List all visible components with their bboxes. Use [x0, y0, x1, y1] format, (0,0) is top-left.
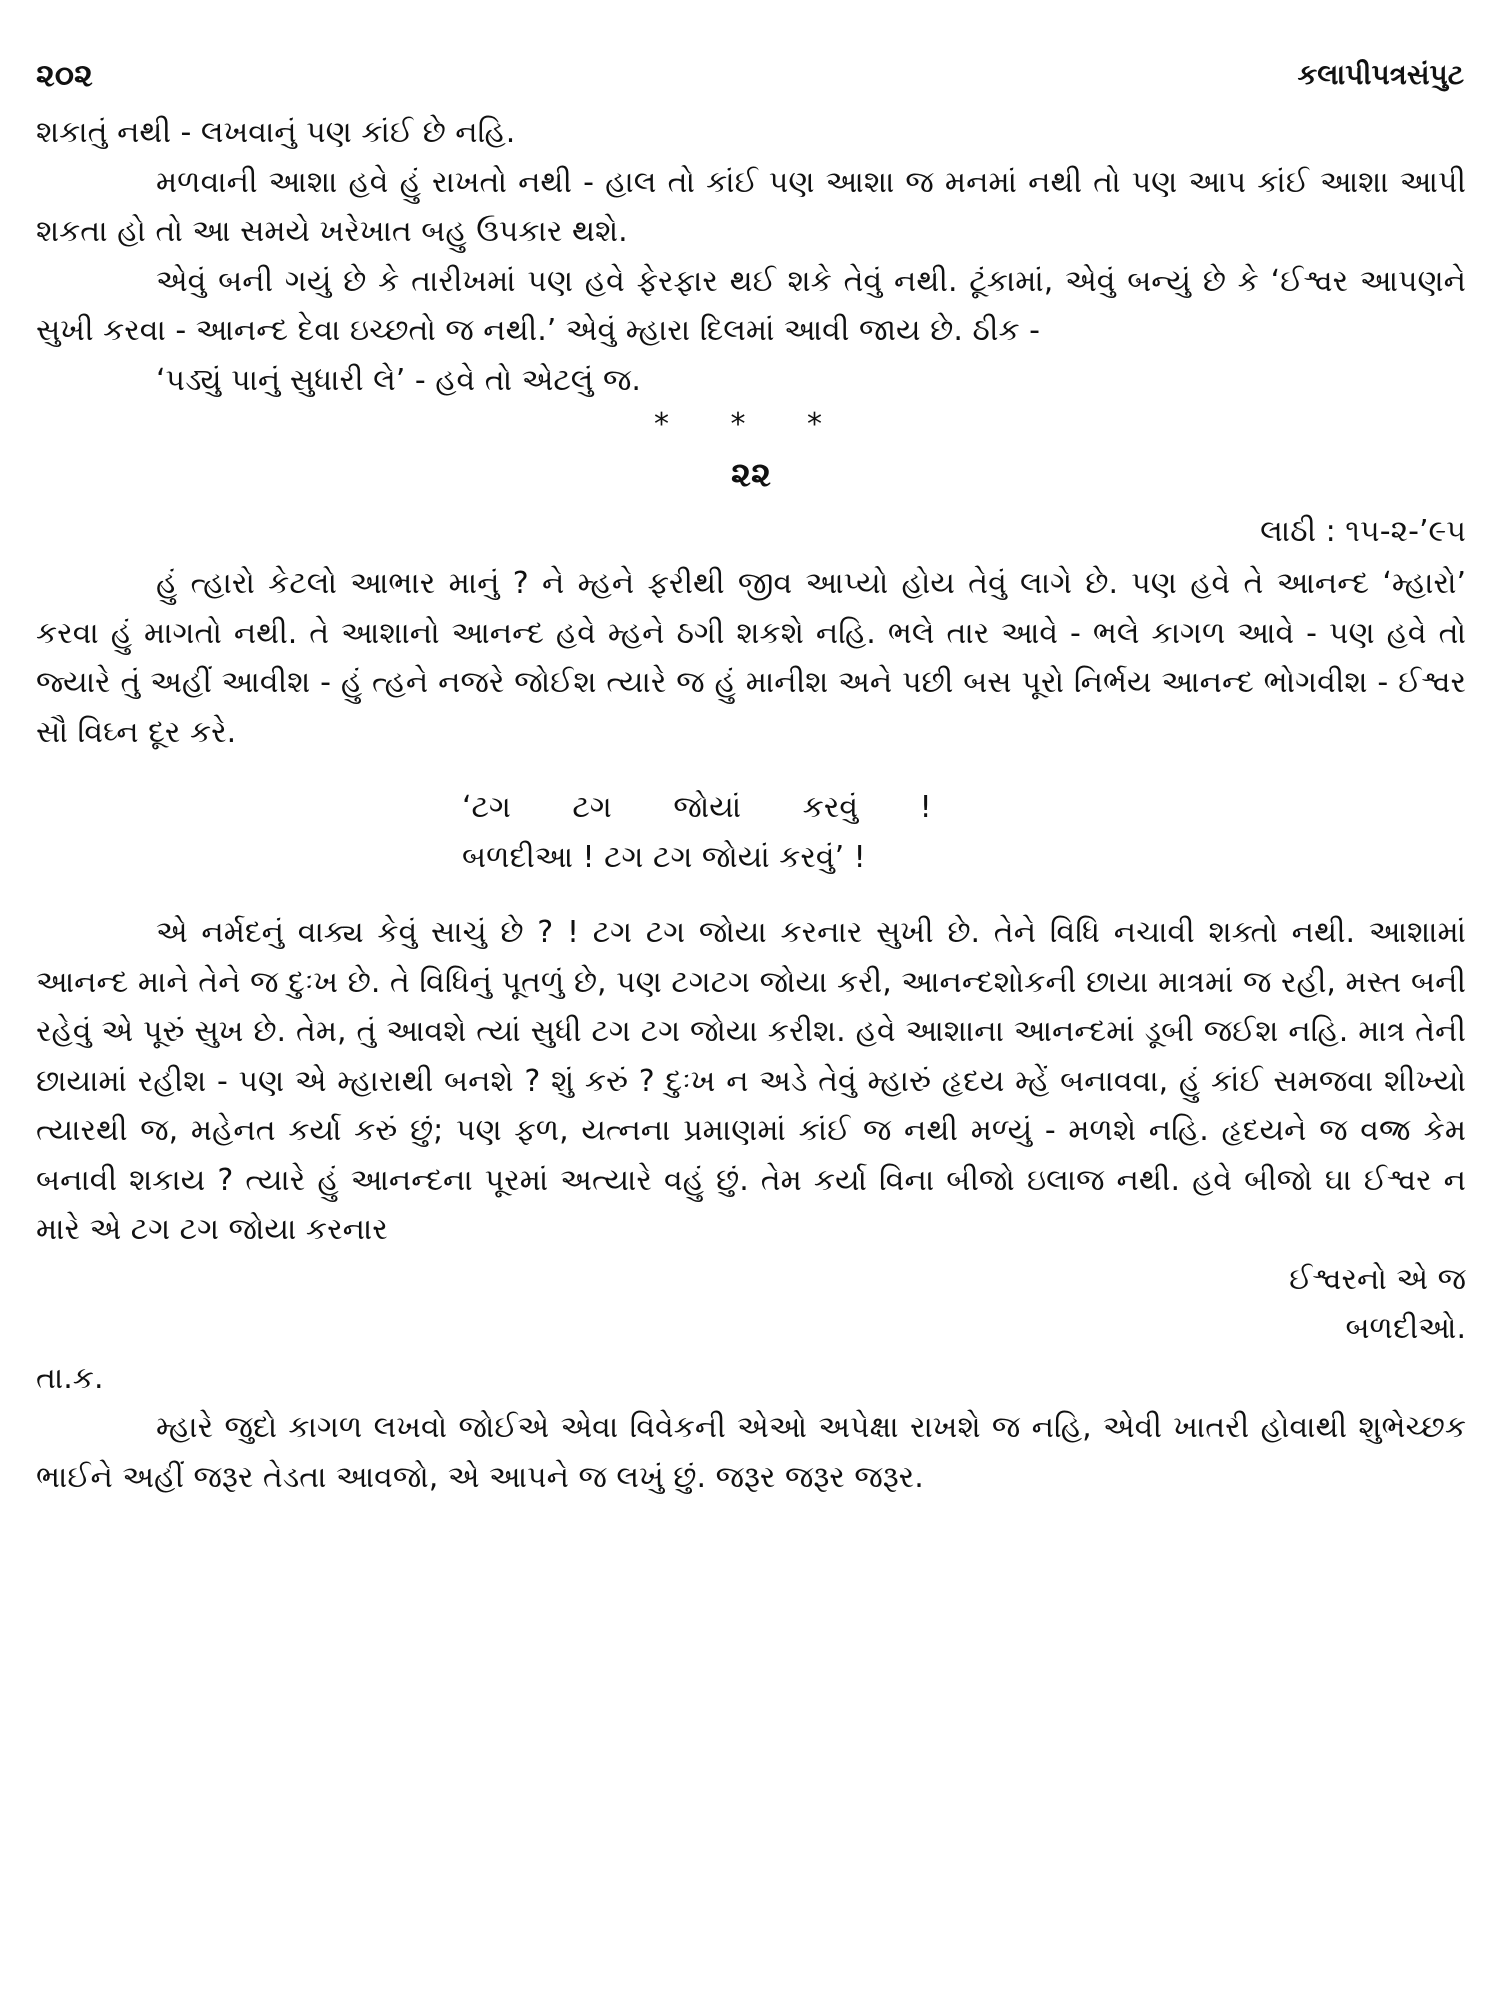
postscript-text: મ્હારે જુદો કાગળ લખવો જોઈએ એવા વિવેકની એઓ અપેક્ષા રાખશે જ નહિ, એવી ખાતરી હોવાથી શુભેચ્છક ભાઈને અહીં જરૂર તેડતા આવજો, એ આપને જ લખું છું. જરૂર જરૂર જરૂર. [36, 1410, 1466, 1495]
page-number: ૨૦૨ [36, 55, 93, 94]
closing-line-1: ઈશ્વરનો એ જ [1289, 1261, 1466, 1297]
previous-letter-paragraph-4: ‘પડ્યું પાનું સુધારી લે’ - હવે તો એટલું જ. [156, 362, 641, 398]
previous-letter-paragraph-3: એવું બની ગયું છે કે તારીખમાં પણ હવે ફેરફાર થઈ શકે તેવું નથી. ટૂંકામાં, એવું બન્યું છે કે ‘ઈશ્વર આપણને સુખી કરવા - આનન્દ દેવા ઇચ્છતો જ નથી.’ એવું મ્હારા દિલમાં આવી જાય છે. ઠીક - [36, 263, 1466, 348]
quoted-verse [462, 783, 1466, 882]
previous-letter-paragraph-1: શકાતું નથી - લખવાનું પણ કાંઈ છે નહિ. [36, 115, 516, 150]
letter-paragraph-1: હું ત્હારો કેટલો આભાર માનું ? ને મ્હને ફરીથી જીવ આપ્યો હોય તેવું લાગે છે. પણ હવે તે આનન્દ ‘મ્હારો’ કરવા હું માગતો નથી. તે આશાનો આનન્દ હવે મ્હને ઠગી શકશે નહિ. ભલે તાર આવે - ભલે કાગળ આવે - પણ હવે તો જ્યારે તું અહીં આવીશ - હું ત્હને નજરે જોઈશ ત્યારે જ હું માનીશ અને પછી બસ પૂરો નિર્ભય આનન્દ ભોગવીશ - ઈશ્વર સૌ વિઘ્ન દૂર કરે. [36, 566, 1466, 750]
letter-number: ૨૨ [731, 455, 771, 495]
previous-letter-paragraph-2: મળવાની આશા હવે હું રાખતો નથી - હાલ તો કાંઈ પણ આશા જ મનમાં નથી તો પણ આપ કાંઈ આશા આપી શકતા હો તો આ સમયે ખરેખાત બહુ ઉપકાર થશે. [36, 164, 1466, 249]
closing-signature: બળદીઓ. [1345, 1311, 1466, 1346]
letter-paragraph-2: એ નર્મદનું વાક્ય કેવું સાચું છે ? ! ટગ ટગ જોયા કરનાર સુખી છે. તેને વિધિ નચાવી શક્તો નથી. આશામાં આનન્દ માને તેને જ દુઃખ છે. તે વિધિનું પૂતળું છે, પણ ટગટગ જોયા કરી, આનન્દશોકની છાયા માત્રમાં જ રહી, મસ્ત બની રહેવું એ પૂરું સુખ છે. તેમ, તું આવશે ત્યાં સુધી ટગ ટગ જોયા કરીશ. હવે આશાના આનન્દમાં ડૂબી જઈશ નહિ. માત્ર તેની છાયામાં રહીશ - પણ એ મ્હારાથી બનશે ? શું કરું ? દુઃખ ન અડે તેવું મ્હારું હૃદય મ્હેં બનાવવા, હું કાંઈ સમજવા શીખ્યો ત્યારથી જ, મહેનત કર્યા કરું છું; પણ ફળ, યત્નના પ્રમાણમાં કાંઈ જ નથી મળ્યું - મળશે નહિ. હૃદયને જ વજ્ર કેમ બનાવી શકાય ? ત્યારે હું આનન્દના પૂરમાં અત્યારે વહું છું. તેમ કર્યા વિના બીજો ઇલાજ નથી. હવે બીજો ઘા ઈશ્વર ન મારે એ ટગ ટગ જોયા કરનાર [36, 915, 1466, 1247]
verse-line-1: ‘ટગ ટગ જોયાં કરવું ! [462, 790, 932, 825]
postscript-label: તા.ક. [36, 1360, 104, 1396]
page-body [36, 108, 1466, 1502]
section-separator: * * * [653, 407, 849, 442]
verse-line-2: બળદીઆ ! ટગ ટગ જોયાં કરવું’ ! [462, 839, 866, 875]
page-header [36, 50, 1464, 100]
letter-dateline: લાઠી : ૧૫-૨-’૯૫ [1260, 514, 1466, 549]
book-title: કલાપીપત્રસંપુટ [1297, 58, 1464, 91]
